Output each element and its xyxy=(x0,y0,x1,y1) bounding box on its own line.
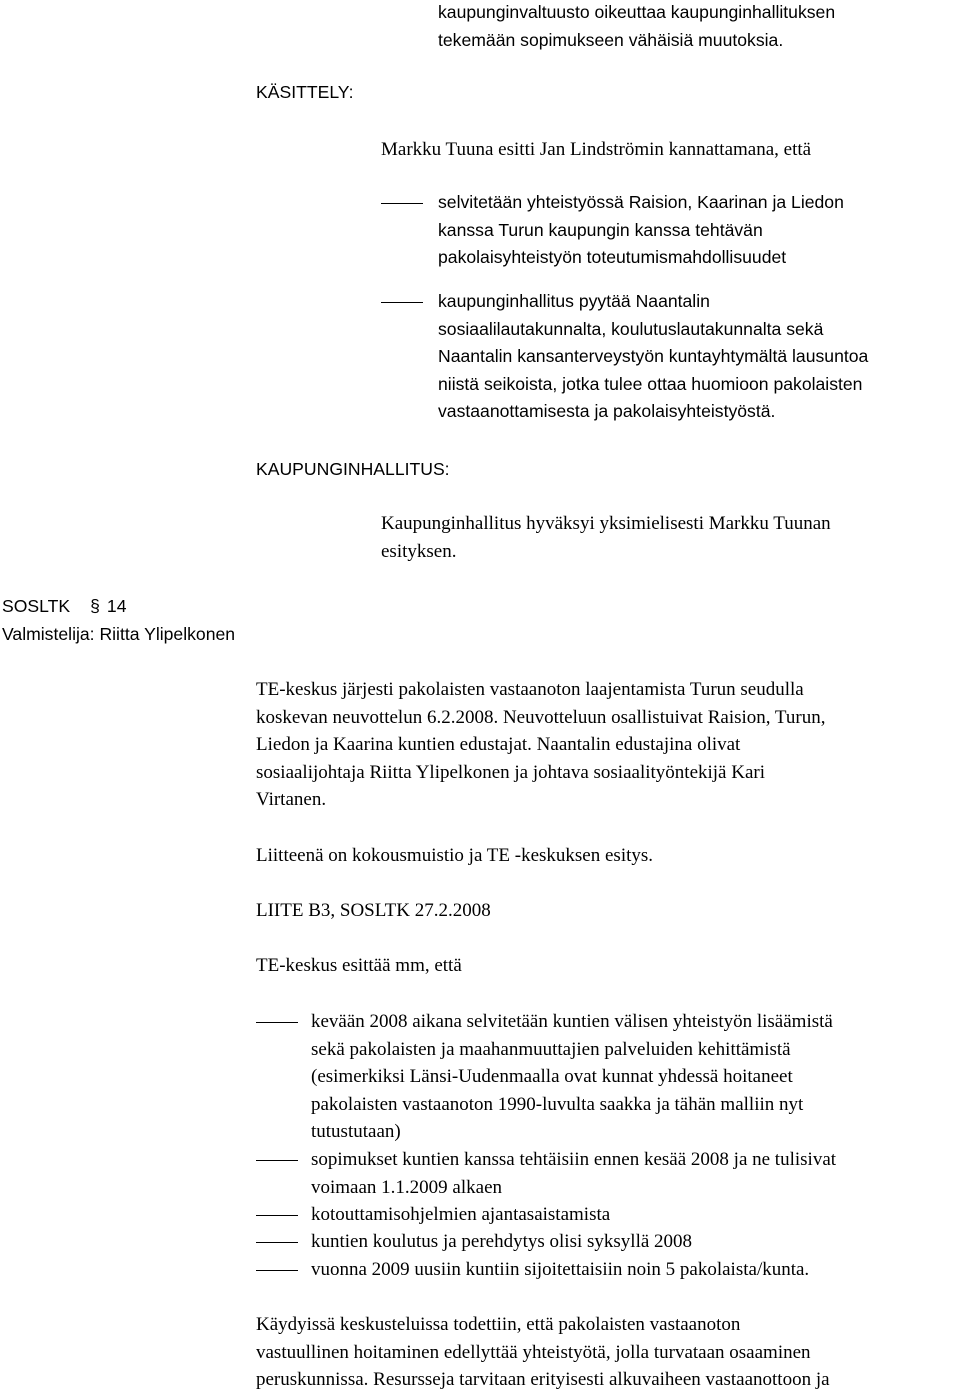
decision-line: Kaupunginhallitus hyväksyi yksimielisesti Markku Tuunan xyxy=(381,513,831,534)
kaupunginhallitus-decision xyxy=(381,510,831,565)
te-bullet-2 xyxy=(311,1146,836,1201)
intro-line: kaupunginvaltuusto oikeuttaa kaupunginhallituksen xyxy=(438,2,836,22)
decision-line: esityksen. xyxy=(381,540,457,562)
kasittely-lead: Markku Tuuna esitti Jan Lindströmin kannattamana, että xyxy=(381,139,812,160)
te-lead: TE-keskus esittää mm, että xyxy=(256,955,462,976)
kasittely-heading: KÄSITTELY: xyxy=(256,82,354,102)
bullet-line: voimaan 1.1.2009 alkaen xyxy=(311,1176,503,1198)
bullet-dash xyxy=(256,1160,298,1161)
section-header xyxy=(2,593,235,648)
bullet-line: sekä pakolaisten ja maahanmuuttajien palveluiden kehittämistä xyxy=(311,1038,791,1060)
bullet-dash xyxy=(381,302,423,303)
bullet-dash xyxy=(256,1270,298,1271)
bullet-dash xyxy=(256,1022,298,1023)
paragraph-line: TE-keskus järjesti pakolaisten vastaanoton laajentamista Turun seudulla xyxy=(256,679,804,700)
bullet-line: kuntien koulutus ja perehdytys olisi syksyllä 2008 xyxy=(311,1231,693,1252)
section-code: SOSLTK xyxy=(2,596,71,616)
paragraph-line: peruskunnissa. Resursseja tarvitaan erityisesti alkuvaiheen vastaanottoon ja xyxy=(256,1369,830,1390)
section-symbol: § xyxy=(90,596,100,616)
section-number: 14 xyxy=(106,596,127,616)
bullet-line: vuonna 2009 uusiin kuntiin sijoitettaisiin noin 5 pakolaista/kunta. xyxy=(311,1259,810,1280)
intro-text xyxy=(438,0,835,54)
body-paragraph-last xyxy=(256,1311,830,1394)
body-paragraph-1 xyxy=(256,676,825,814)
attachment-note: Liitteenä on kokousmuistio ja TE -keskuksen esitys. xyxy=(256,845,654,866)
te-bullet-1 xyxy=(311,1008,833,1146)
paragraph-line: koskevan neuvottelun 6.2.2008. Neuvotteluun osallistuivat Raision, Turun, xyxy=(256,706,826,728)
bullet-line: sosiaalilautakunnalta, koulutuslautakunnalta sekä xyxy=(438,318,824,339)
bullet-line: pakolaisyhteistyön toteutumismahdollisuudet xyxy=(438,247,787,267)
bullet-line: selvitetään yhteistyössä Raision, Kaarinan ja Liedon xyxy=(438,192,844,212)
bullet-dash xyxy=(381,203,423,204)
attachment-ref: LIITE B3, SOSLTK 27.2.2008 xyxy=(256,900,491,921)
bullet-dash xyxy=(256,1242,298,1243)
bullet-line: niistä seikoista, jotka tulee ottaa huomioon pakolaisten xyxy=(438,373,863,394)
kasittely-bullet-2 xyxy=(438,288,868,426)
bullet-line: kaupunginhallitus pyytää Naantalin xyxy=(438,291,710,311)
intro-line: tekemään sopimukseen vähäisiä muutoksia. xyxy=(438,29,784,50)
te-bullet-4 xyxy=(311,1228,692,1256)
bullet-line: sopimukset kuntien kanssa tehtäisiin ennen kesää 2008 ja ne tulisivat xyxy=(311,1149,837,1170)
paragraph-line: Liedon ja Kaarina kuntien edustajat. Naantalin edustajina olivat xyxy=(256,734,741,755)
kasittely-bullet-1 xyxy=(438,189,844,272)
paragraph-line: Käydyissä keskusteluissa todettiin, että pakolaisten vastaanoton xyxy=(256,1314,741,1335)
bullet-line: vastaanottamisesta ja pakolaisyhteistyöstä. xyxy=(438,401,776,421)
bullet-line: (esimerkiksi Länsi-Uudenmaalla ovat kunnat yhdessä hoitaneet xyxy=(311,1066,793,1087)
bullet-line: pakolaisten vastaanoton 1990-luvulta saakka ja tähän malliin nyt xyxy=(311,1093,804,1115)
bullet-line: kotouttamisohjelmien ajantasaistamista xyxy=(311,1204,611,1225)
paragraph-line: vastuullinen hoitaminen edellyttää yhteistyötä, jolla turvataan osaaminen xyxy=(256,1341,811,1363)
bullet-line: kevään 2008 aikana selvitetään kuntien välisen yhteistyön lisäämistä xyxy=(311,1011,833,1032)
te-bullet-5 xyxy=(311,1256,809,1284)
kaupunginhallitus-heading: KAUPUNGINHALLITUS: xyxy=(256,459,450,479)
paragraph-line: sosiaalijohtaja Riitta Ylipelkonen ja johtava sosiaalityöntekijä Kari xyxy=(256,761,766,783)
bullet-line: Naantalin kansanterveystyön kuntayhtymältä lausuntoa xyxy=(438,346,869,366)
section-title xyxy=(2,593,235,621)
bullet-line: tutustutaan) xyxy=(311,1121,401,1142)
paragraph-line: Virtanen. xyxy=(256,789,327,810)
section-preparer: Valmistelija: Riitta Ylipelkonen xyxy=(2,623,236,644)
bullet-dash xyxy=(256,1215,298,1216)
te-bullet-3 xyxy=(311,1201,610,1229)
bullet-line: kanssa Turun kaupungin kanssa tehtävän xyxy=(438,219,763,240)
